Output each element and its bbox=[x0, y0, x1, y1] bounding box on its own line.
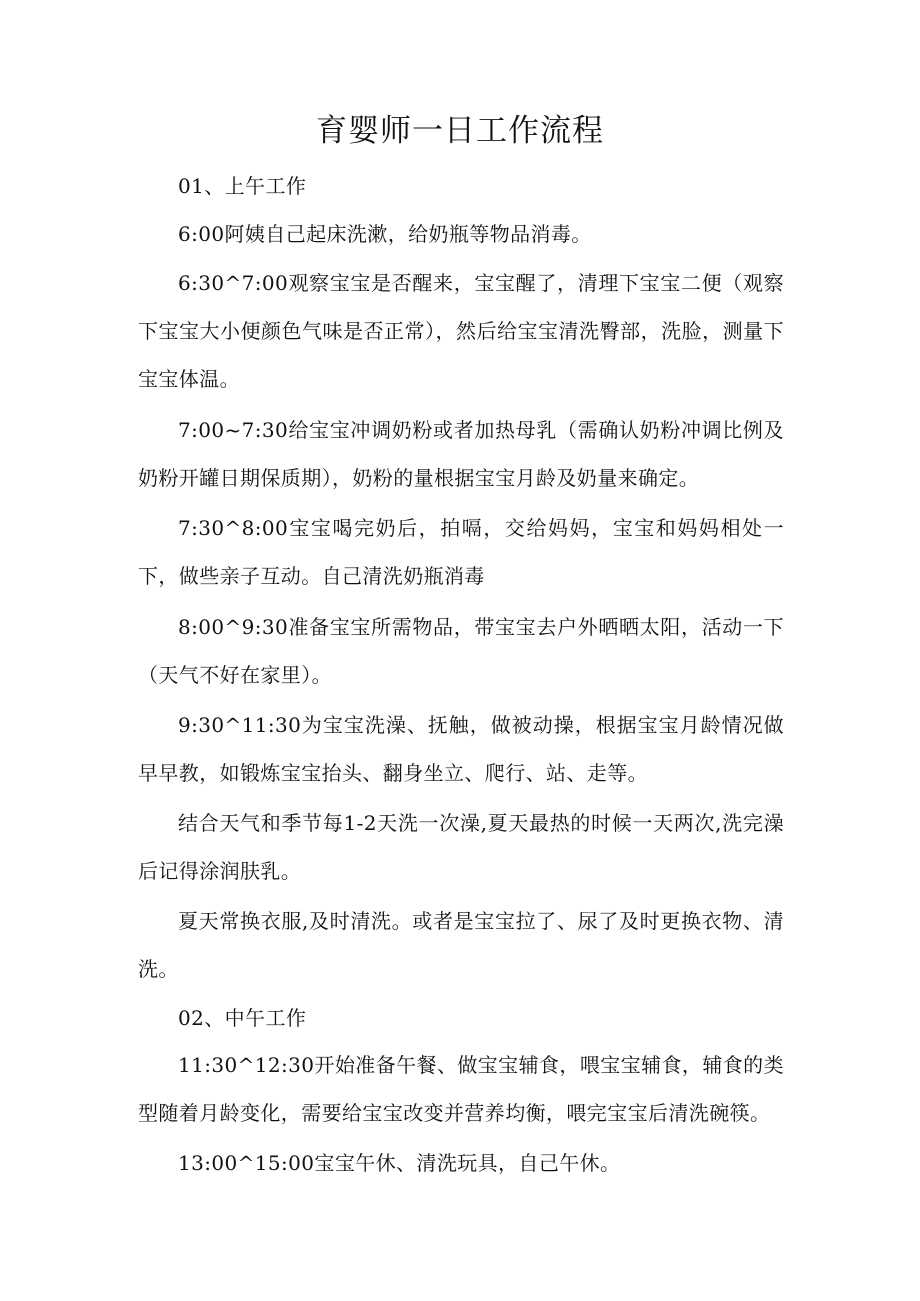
section-heading-morning: 01、上午工作 bbox=[178, 174, 307, 198]
paragraph-7-00: 7:00~7:30给宝宝冲调奶粉或者加热母乳（需确认奶粉冲调比例及奶粉开罐日期保质期），奶粉的量根据宝宝月龄及奶量来确定。 bbox=[138, 418, 784, 490]
section-heading-noon: 02、中午工作 bbox=[178, 1006, 307, 1030]
paragraph-bathing: 结合天气和季节每1-2天洗一次澡,夏天最热的时候一天两次,洗完澡后记得涂润肤乳。 bbox=[138, 811, 784, 883]
paragraph-clothes: 夏天常换衣服,及时清洗。或者是宝宝拉了、尿了及时更换衣物、清洗。 bbox=[138, 909, 784, 981]
paragraph-9-30: 9:30^11:30为宝宝洗澡、抚触，做被动操，根据宝宝月龄情况做早早教，如锻炼宝宝抬头、翻身坐立、爬行、站、走等。 bbox=[138, 713, 784, 785]
document-title: 育婴师一日工作流程 bbox=[316, 113, 604, 149]
paragraph-7-30: 7:30^8:00宝宝喝完奶后，拍嗝，交给妈妈，宝宝和妈妈相处一下，做些亲子互动。自己清洗奶瓶消毒 bbox=[138, 516, 784, 588]
paragraph-8-00: 8:00^9:30准备宝宝所需物品，带宝宝去户外晒晒太阳，活动一下（天气不好在家里）。 bbox=[138, 615, 784, 687]
paragraph-13-00: 13:00^15:00宝宝午休、清洗玩具，自己午休。 bbox=[178, 1151, 621, 1175]
paragraph-11-30: 11:30^12:30开始准备午餐、做宝宝辅食，喂宝宝辅食，辅食的类型随着月龄变化，需要给宝宝改变并营养均衡，喂完宝宝后清洗碗筷。 bbox=[138, 1053, 784, 1125]
paragraph-6-00: 6:00阿姨自己起床洗漱，给奶瓶等物品消毒。 bbox=[178, 222, 592, 246]
paragraph-6-30: 6:30^7:00观察宝宝是否醒来，宝宝醒了，清理下宝宝二便（观察下宝宝大小便颜色气味是否正常），然后给宝宝清洗臀部，洗脸，测量下宝宝体温。 bbox=[138, 271, 784, 391]
